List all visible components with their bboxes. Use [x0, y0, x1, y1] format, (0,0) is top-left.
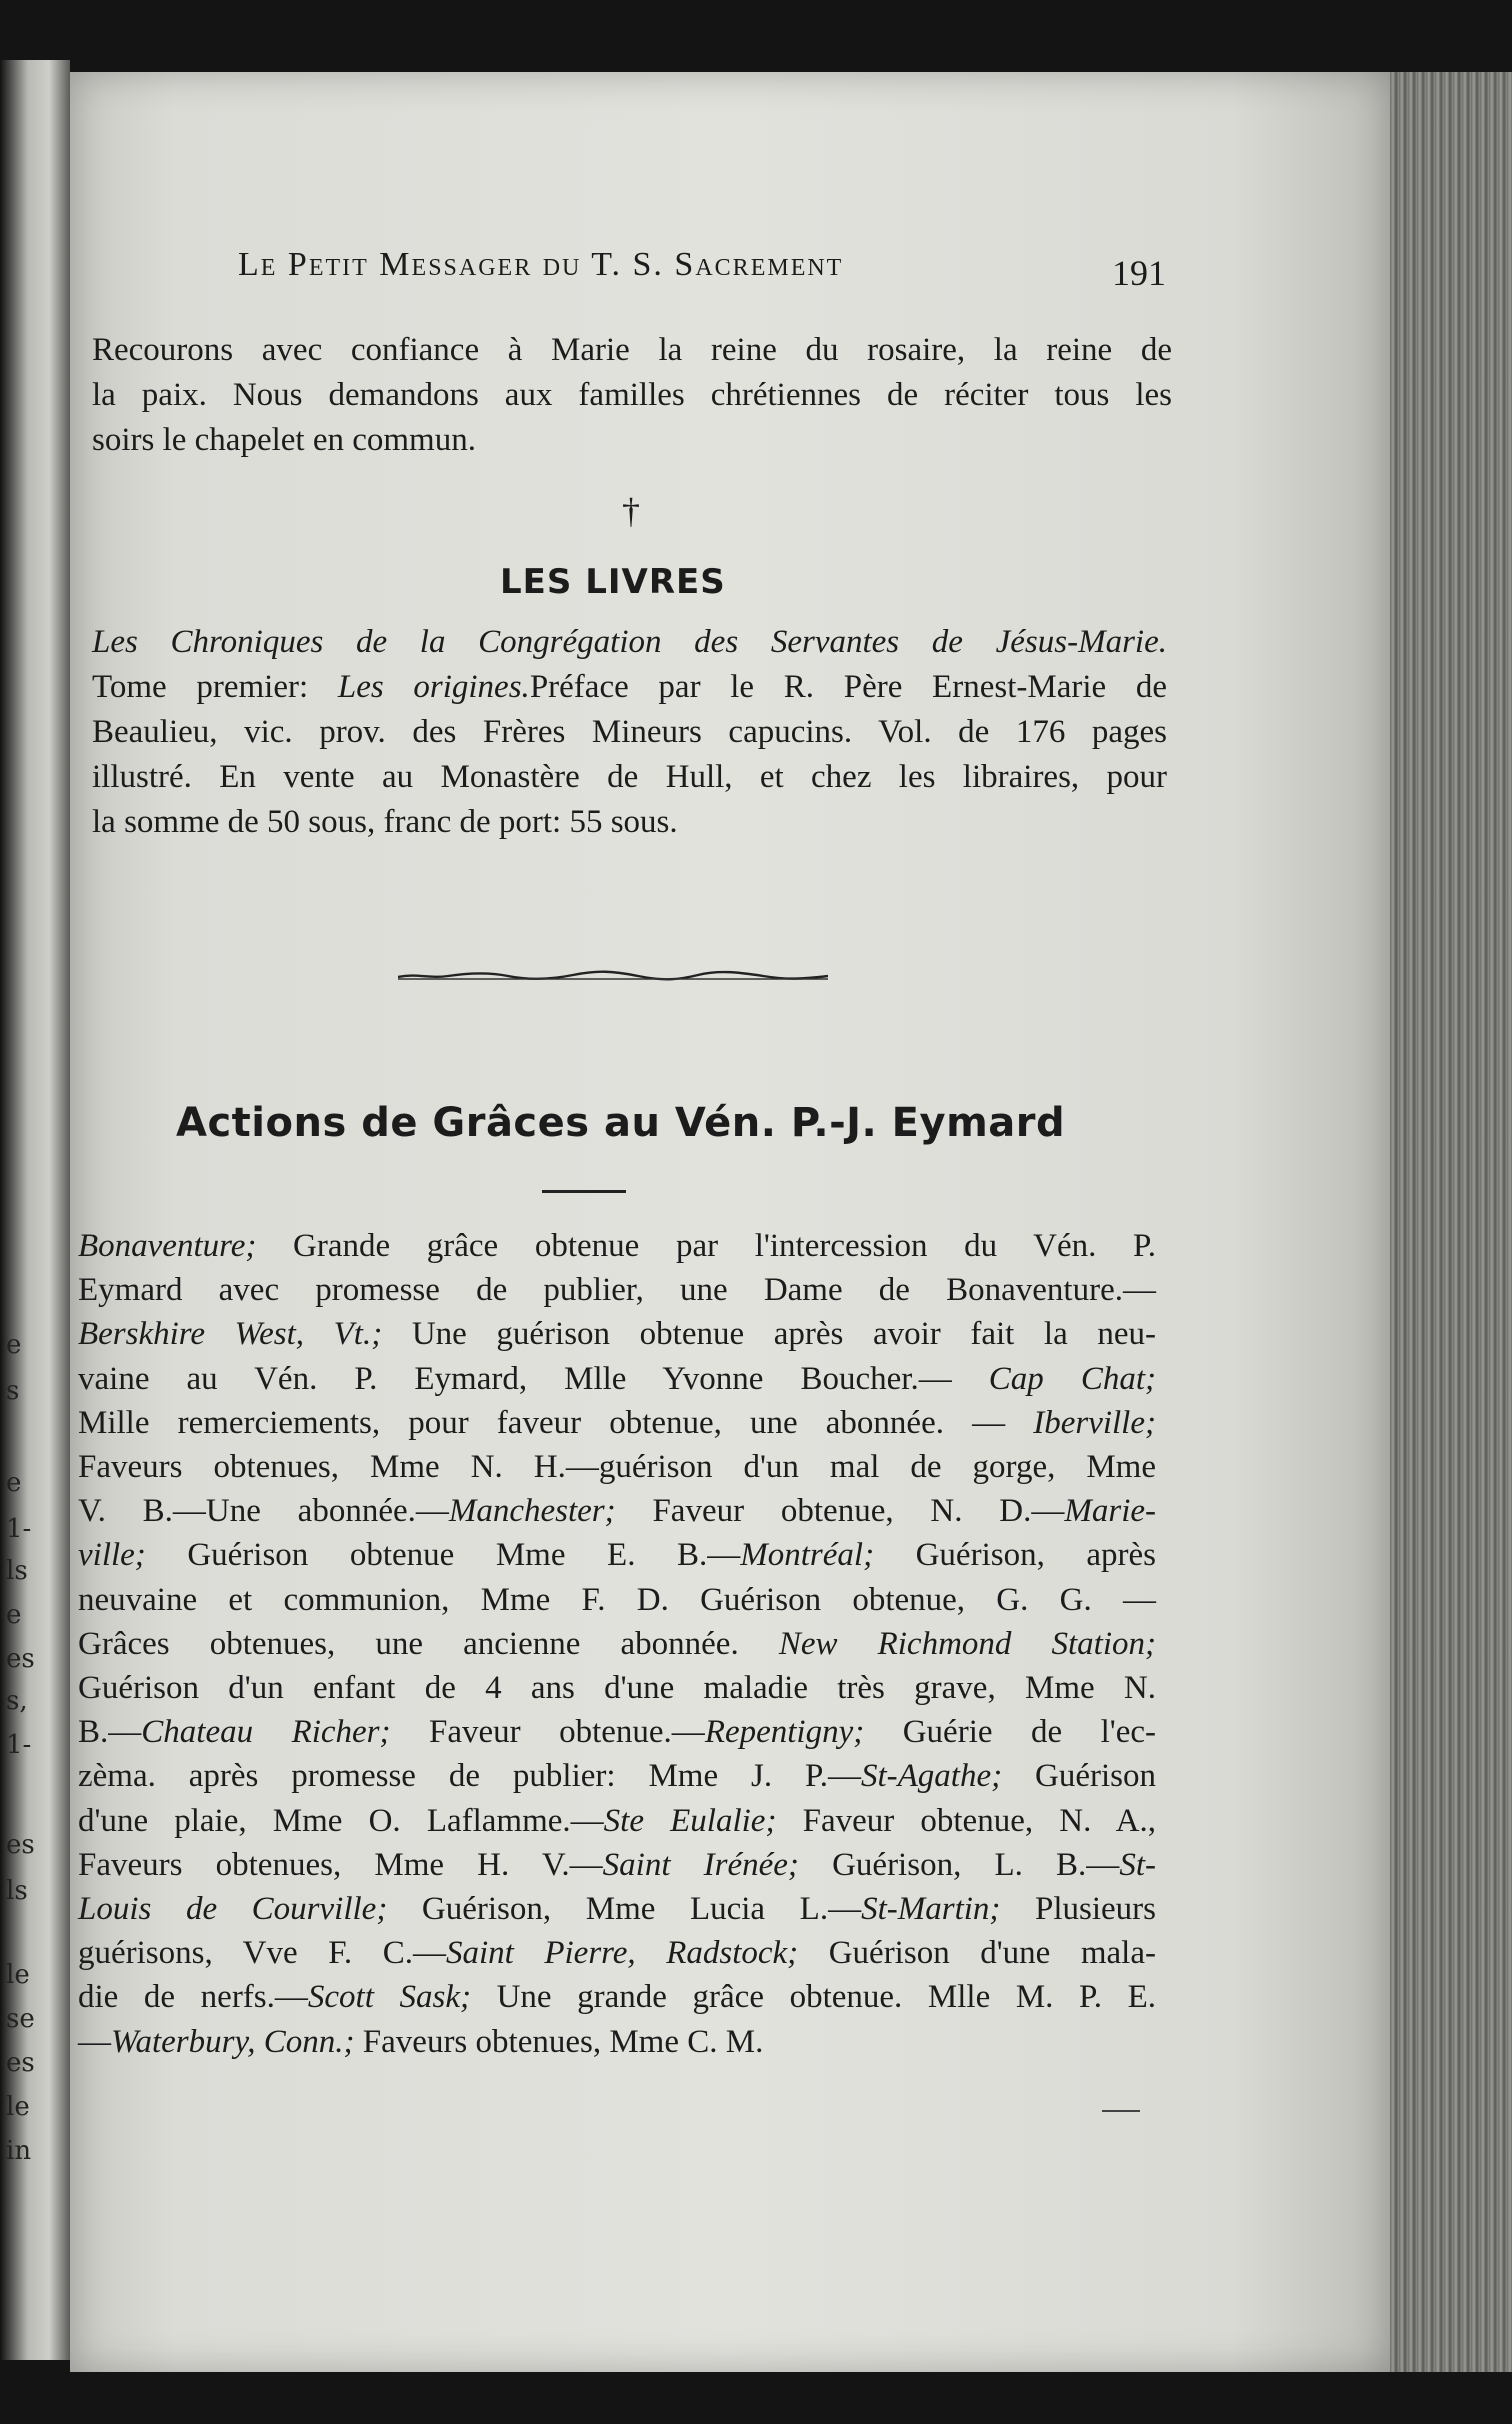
text-line: soirs le chapelet en commun.	[92, 422, 476, 458]
text-line	[78, 1799, 1156, 1843]
text-line	[78, 1710, 1156, 1754]
place-name: St-Agathe;	[860, 1758, 1003, 1795]
margin-fragment: se	[6, 2004, 35, 2034]
place-name: Berskhire West, Vt.;	[78, 1316, 383, 1353]
text-run: Faveur obtenue, N. D.—	[615, 1493, 1065, 1530]
book-title: Les Chroniques de la Congrégation des Servantes de Jésus-Marie.	[92, 624, 1167, 660]
text-line	[78, 1401, 1156, 1445]
text-run: Une guérison obtenue après avoir fait la neu-	[382, 1316, 1156, 1353]
margin-fragment: 1-	[6, 1730, 32, 1760]
book-subtitle: Les origines.	[337, 669, 530, 705]
text-line	[92, 620, 1167, 665]
text-run: Guérison, L. B.—	[798, 1846, 1120, 1883]
place-name: Saint Pierre, Radstock;	[445, 1935, 799, 1972]
text-run: Eymard avec promesse de publier, une Dame de Bonaventure.—	[78, 1272, 1156, 1309]
margin-fragment: le	[6, 2092, 30, 2122]
text-run: Faveurs obtenues, Mme N. H.—guérison d'un mal de gorge, Mme	[78, 1449, 1156, 1486]
text-run: Grande grâce obtenue par l'intercession du Vén. P.	[256, 1228, 1156, 1264]
short-rule	[542, 1190, 626, 1193]
text-run: vaine au Vén. P. Eymard, Mlle Yvonne Boucher.—	[78, 1360, 989, 1397]
place-name: New Richmond Station;	[778, 1625, 1156, 1662]
text-line: la paix. Nous demandons aux familles chrétiennes de réciter tous les	[92, 377, 1172, 413]
margin-fragment: e	[6, 1468, 22, 1498]
text-line	[78, 1268, 1156, 1312]
text-run: neuvaine et communion, Mme F. D. Guérison obtenue, G. G. —	[78, 1581, 1156, 1618]
text-run: B.—	[78, 1714, 142, 1751]
text-run: Faveurs obtenues, Mme C. M.	[354, 2023, 764, 2060]
text-run: Préface par le R. Père Ernest-Marie de	[529, 669, 1167, 705]
intro-paragraph	[92, 328, 1172, 463]
place-name: Manchester;	[448, 1493, 616, 1530]
margin-fragment: e	[6, 1600, 22, 1630]
text-line: Recourons avec confiance à Marie la reine du rosaire, la reine de	[92, 332, 1172, 368]
place-name: Scott Sask;	[307, 1979, 471, 2016]
text-line	[78, 1666, 1156, 1710]
text-run: zèma. après promesse de publier: Mme J. P.—	[78, 1758, 861, 1795]
place-name: Bonaventure;	[78, 1228, 257, 1264]
place-name: Saint Irénée;	[602, 1846, 799, 1883]
text-line	[78, 1533, 1156, 1577]
place-name: Waterbury, Conn.;	[111, 2023, 355, 2060]
place-name: Ste Eulalie;	[603, 1802, 777, 1839]
text-run: —	[78, 2023, 111, 2060]
text-run: Guérison, après	[874, 1537, 1156, 1574]
text-line	[78, 2020, 1156, 2064]
actions-heading: Actions de Grâces au Vén. P.-J. Eymard	[176, 1100, 1066, 1146]
margin-fragment: s	[6, 1376, 20, 1406]
dagger-separator: †	[622, 491, 640, 531]
place-name: Marie-	[1064, 1493, 1156, 1530]
place-name: Montréal;	[740, 1537, 875, 1574]
margin-fragment: ls	[6, 1556, 28, 1586]
place-name: Repentigny;	[704, 1714, 865, 1751]
text-run: Grâces obtenues, une ancienne abonnée.	[78, 1625, 779, 1662]
page-stack-edge	[1390, 72, 1512, 2372]
text-run: Faveurs obtenues, Mme H. V.—	[78, 1846, 603, 1883]
text-run: Guérison d'une mala-	[798, 1935, 1156, 1972]
text-line	[78, 1931, 1156, 1975]
text-run: guérisons, Vve F. C.—	[78, 1935, 446, 1972]
text-line	[78, 1754, 1156, 1798]
margin-fragment: s,	[6, 1686, 28, 1716]
text-line	[92, 710, 1167, 755]
margin-fragment: es	[6, 1830, 35, 1860]
actions-list	[78, 1224, 1156, 2064]
text-run: la somme de 50 sous, franc de port: 55 sous.	[92, 804, 678, 840]
text-run: Mille remerciements, pour faveur obtenue, une abonnée. —	[78, 1404, 1034, 1441]
place-name: Cap Chat;	[988, 1360, 1156, 1397]
text-run: Guérison	[1002, 1758, 1156, 1795]
books-entry	[92, 620, 1167, 845]
text-run: Beaulieu, vic. prov. des Frères Mineurs capucins. Vol. de 176 pages	[92, 714, 1167, 750]
text-run: illustré. En vente au Monastère de Hull, et chez les libraires, pour	[92, 759, 1167, 795]
text-line	[78, 1578, 1156, 1622]
text-line	[92, 665, 1167, 710]
text-run: Faveur obtenue, N. A.,	[776, 1802, 1156, 1839]
text-line	[78, 1445, 1156, 1489]
text-line	[78, 1312, 1156, 1356]
text-line	[78, 1357, 1156, 1401]
margin-fragment: e	[6, 1330, 22, 1360]
text-run: Une grande grâce obtenue. Mlle M. P. E.	[470, 1979, 1156, 2016]
text-run: Guérison, Mme Lucia L.—	[387, 1891, 862, 1928]
text-run: die de nerfs.—	[78, 1979, 308, 2016]
place-name: Louis de Courville;	[78, 1891, 388, 1928]
text-run: Guérison d'un enfant de 4 ans d'une maladie très grave, Mme N.	[78, 1670, 1156, 1707]
text-run: Guérie de l'ec-	[864, 1714, 1156, 1751]
place-name: ville;	[78, 1537, 146, 1574]
bottom-mark	[1102, 2110, 1140, 2112]
place-name: Iberville;	[1033, 1404, 1156, 1441]
text-run: V. B.—Une abonnée.—	[78, 1493, 449, 1530]
margin-fragment: in	[6, 2136, 32, 2166]
text-line	[92, 755, 1167, 800]
margin-fragment: es	[6, 2048, 35, 2078]
margin-fragment: le	[6, 1960, 30, 1990]
text-run: Faveur obtenue.—	[390, 1714, 705, 1751]
text-run: d'une plaie, Mme O. Laflamme.—	[78, 1802, 604, 1839]
place-name: Chateau Richer;	[141, 1714, 391, 1751]
text-line	[78, 1489, 1156, 1533]
margin-fragment: ls	[6, 1876, 28, 1906]
text-line	[78, 1224, 1156, 1268]
page-number: 191	[1112, 253, 1166, 293]
wavy-rule-ornament	[398, 968, 828, 982]
text-line	[78, 1975, 1156, 2019]
text-run: Plusieurs	[1000, 1891, 1156, 1928]
place-name: St-	[1119, 1846, 1156, 1883]
text-line	[92, 800, 1167, 845]
text-run: Tome premier:	[92, 669, 338, 705]
place-name: St-Martin;	[861, 1891, 1001, 1928]
margin-fragment: es	[6, 1644, 35, 1674]
text-line	[78, 1887, 1156, 1931]
margin-fragment: 1-	[6, 1514, 32, 1544]
text-run: Guérison obtenue Mme E. B.—	[145, 1537, 741, 1574]
text-line	[78, 1622, 1156, 1666]
running-head: Le Petit Messager du T. S. Sacrement	[238, 246, 844, 283]
text-line	[78, 1843, 1156, 1887]
books-heading: LES LIVRES	[500, 562, 726, 602]
